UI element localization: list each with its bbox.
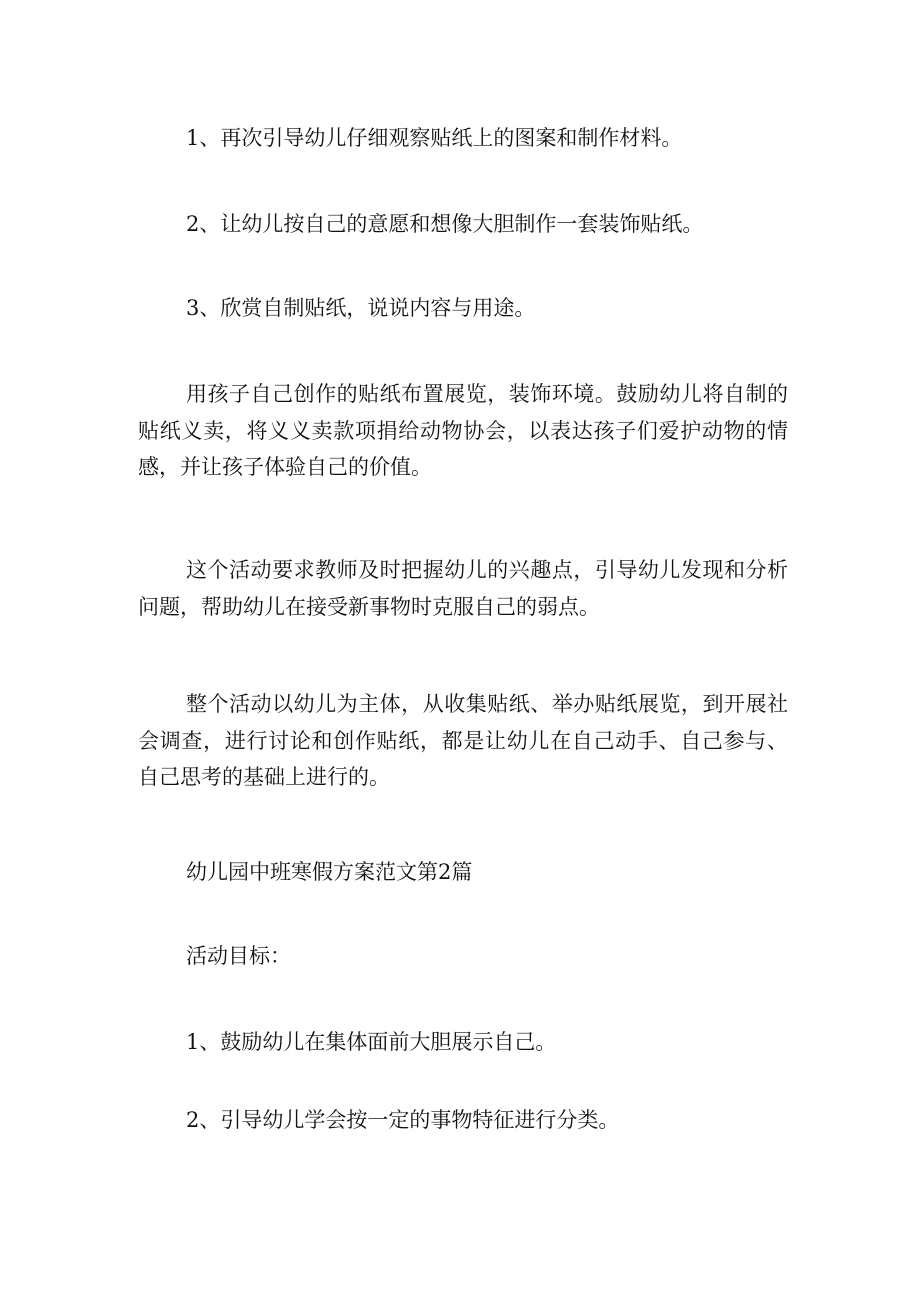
list-item: 2、让幼儿按自己的意愿和想像大胆制作一套装饰贴纸。 bbox=[186, 212, 704, 236]
paragraph: 整个活动以幼儿为主体，从收集贴纸、举办贴纸展览，到开展社会调查，进行讨论和创作贴纸，都是让幼儿在自己动手、自己参与、自己思考的基础上进行的。 bbox=[138, 692, 788, 789]
list-item: 1、再次引导幼儿仔细观察贴纸上的图案和制作材料。 bbox=[186, 126, 683, 150]
list-item: 1、鼓励幼儿在集体面前大胆展示自己。 bbox=[186, 1030, 557, 1054]
goal-heading: 活动目标： bbox=[186, 944, 291, 968]
paragraph: 这个活动要求教师及时把握幼儿的兴趣点，引导幼儿发现和分析问题，帮助幼儿在接受新事物时克服自己的弱点。 bbox=[138, 558, 788, 619]
list-item: 3、欣赏自制贴纸，说说内容与用途。 bbox=[186, 296, 536, 320]
paragraph: 用孩子自己创作的贴纸布置展览，装饰环境。鼓励幼儿将自制的贴纸义卖，将义义卖款项捐给动物协会，以表达孩子们爱护动物的情感，并让孩子体验自己的价值。 bbox=[138, 382, 788, 479]
section-title: 幼儿园中班寒假方案范文第2篇 bbox=[186, 860, 473, 884]
list-item: 2、引导幼儿学会按一定的事物特征进行分类。 bbox=[186, 1108, 620, 1132]
